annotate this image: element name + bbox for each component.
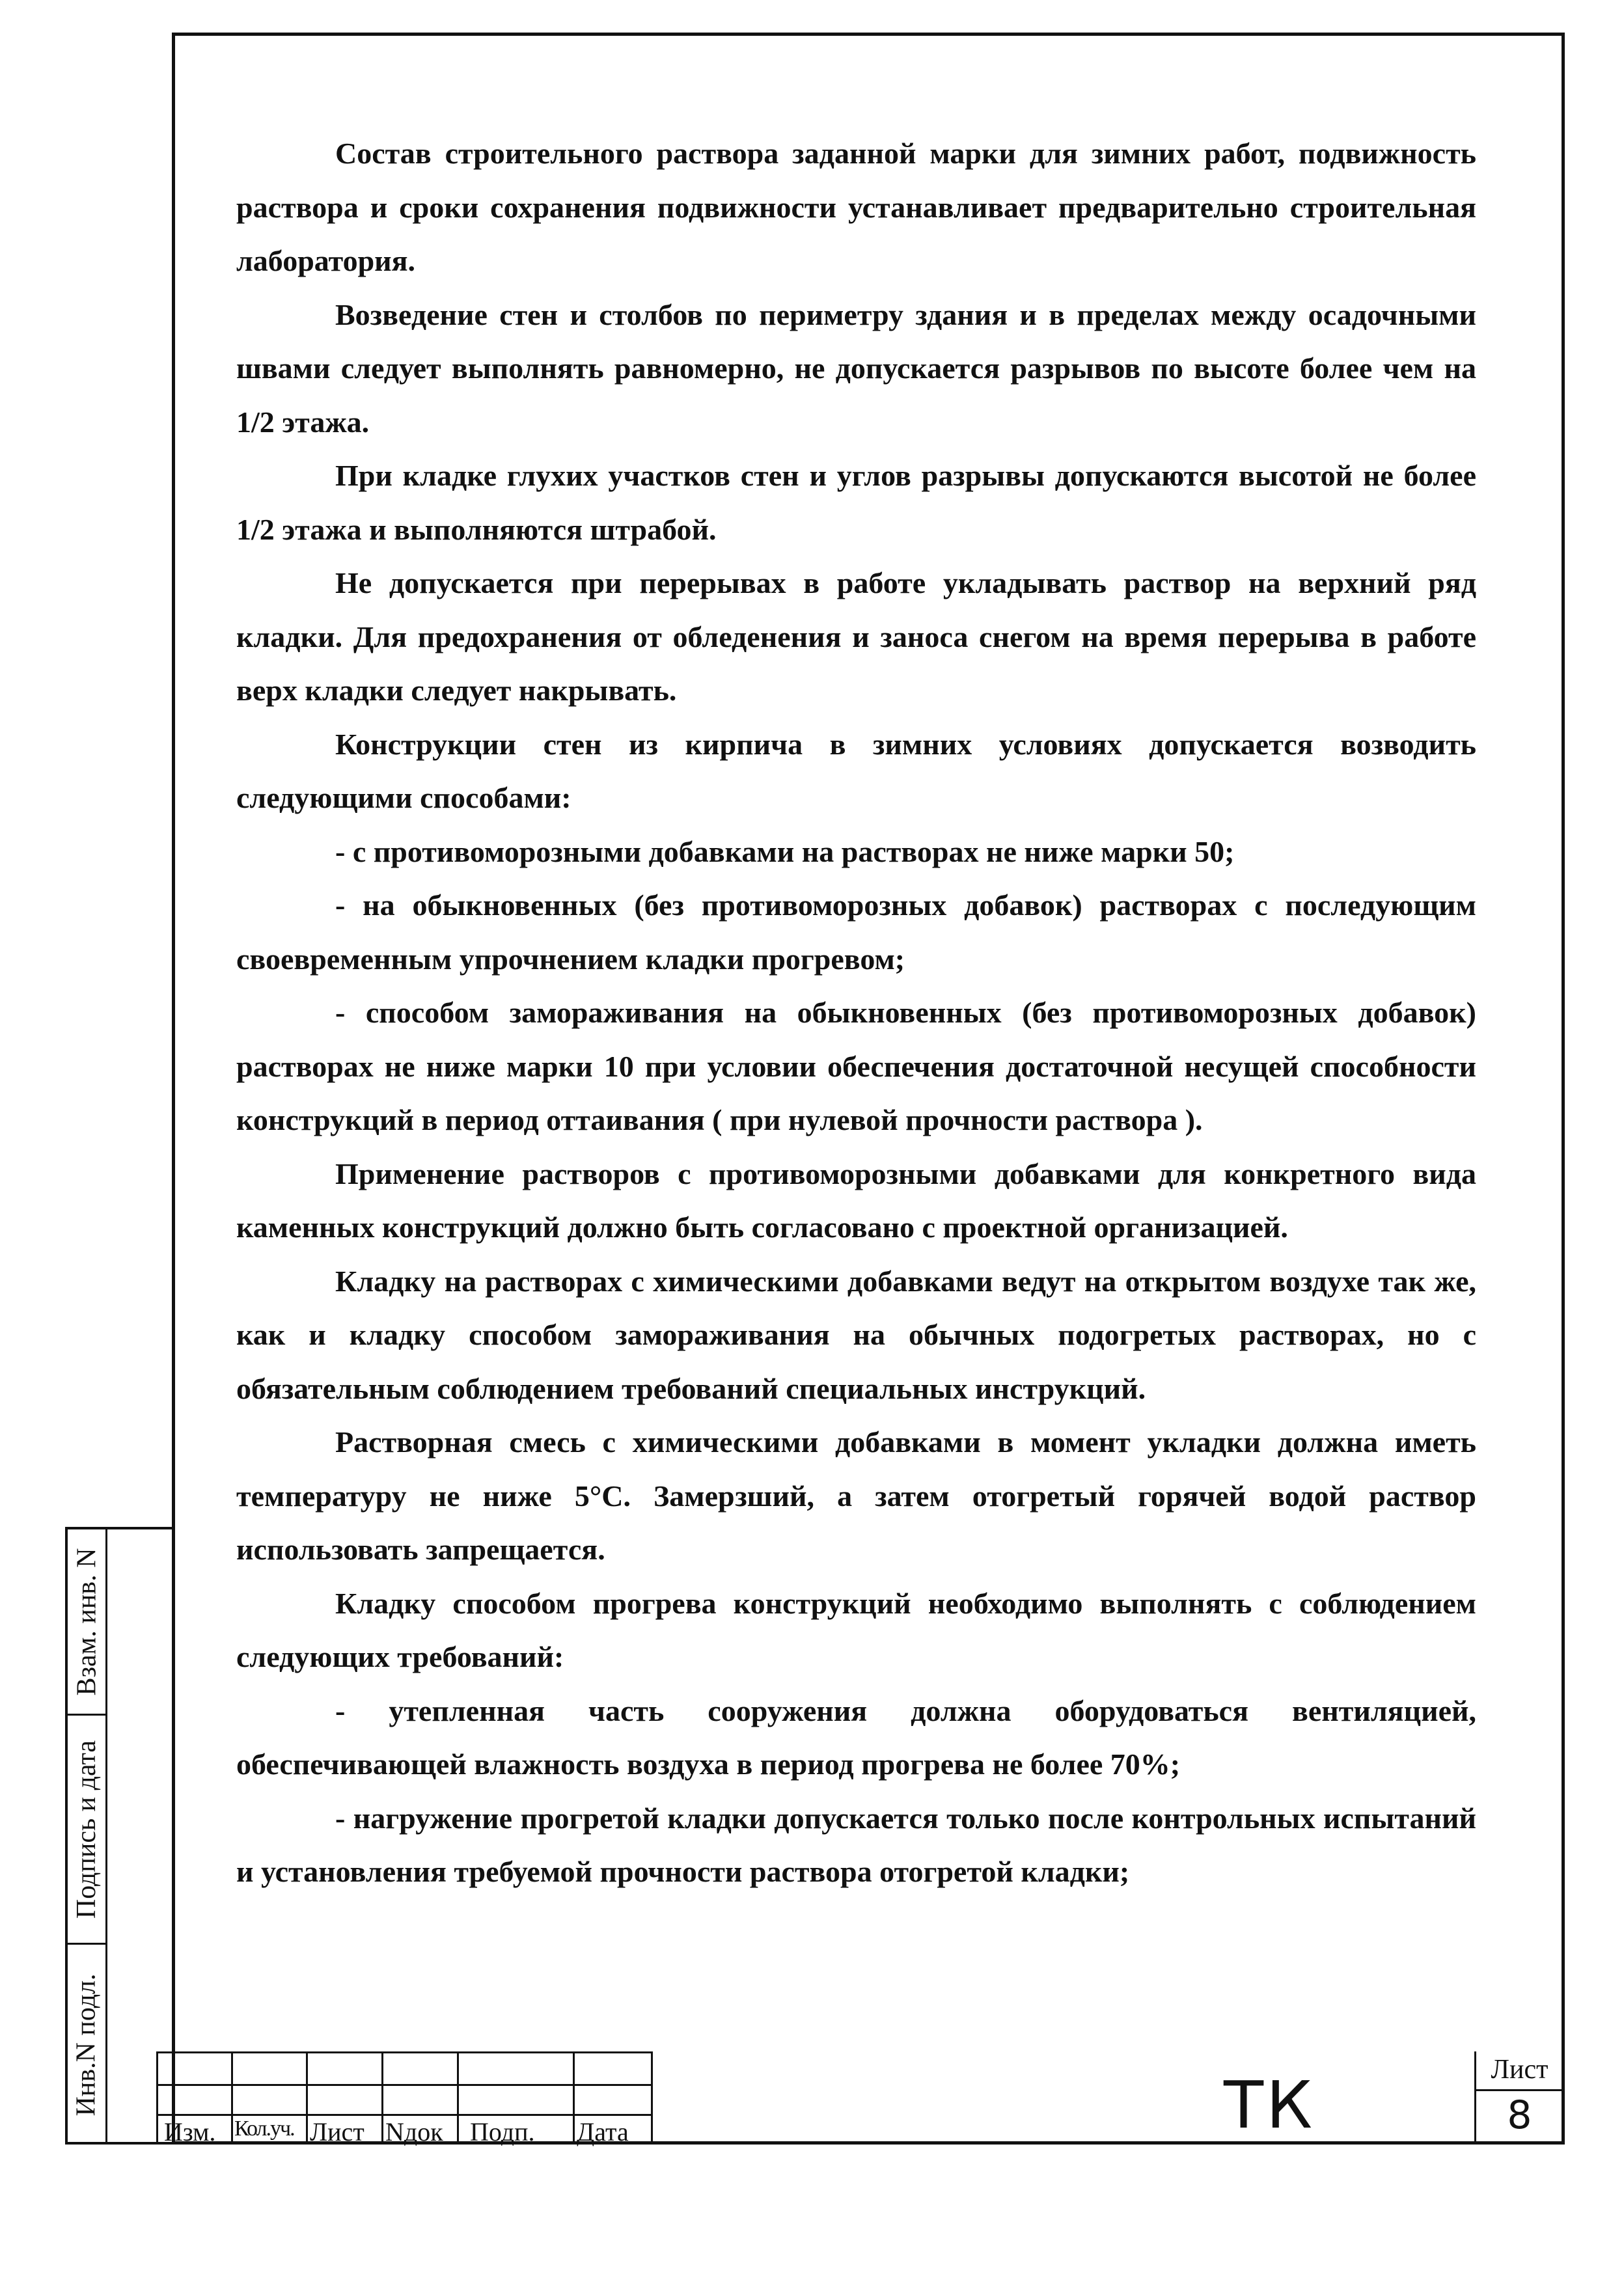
paragraph: При кладке глухих участков стен и углов разрывы допускаются высотой не более 1/2 этажа и выполняются штрабой. — [236, 459, 1476, 546]
header-kol-uch: Кол.уч. — [234, 2117, 294, 2141]
title-block-rule — [306, 2051, 308, 2145]
paragraph: Кладку на растворах с химическими добавками ведут на открытом воздухе так же, как и кладку способом замораживания на обычных подогретых растворах, но с обязательным соблюдением требований специальных инструкций. — [236, 1264, 1476, 1405]
document-code: ТК — [1224, 2067, 1315, 2143]
paragraph: Растворная смесь с химическими добавками в момент укладки должна иметь температуру не ниже 5°С. Замерзший, а затем отогретый горячей водой раствор использовать запрещается. — [236, 1425, 1476, 1566]
title-block-rule — [1474, 2089, 1565, 2091]
podpis-data-label: Подпись и дата — [72, 1740, 102, 1919]
inv-podl-label: Инв.N подл. — [72, 1973, 102, 2117]
vzam-inv-label: Взам. инв. N — [72, 1548, 102, 1695]
header-data: Дата — [577, 2117, 629, 2146]
title-block-rule — [231, 2051, 233, 2145]
header-ndok: Nдок — [385, 2117, 443, 2146]
list-item: - способом замораживания на обыкновенных (без противоморозных добавок) растворах не ниже марки 10 при условии обеспечения достаточной несущей способности конструкций в период оттаивания ( при нулевой прочности раствора ). — [236, 996, 1476, 1136]
header-izm: Изм. — [164, 2117, 216, 2146]
title-block-rule — [156, 2084, 651, 2086]
title-block-rule — [573, 2051, 575, 2145]
title-block-rule — [156, 2051, 158, 2145]
paragraph: Не допускается при перерывах в работе укладывать раствор на верхний ряд кладки. Для предохранения от обледенения и заноса снегом на время перерыва в работе верх кладки следует накрывать. — [236, 566, 1476, 707]
title-block-rule — [381, 2051, 383, 2145]
list-item: - с противоморозными добавками на растворах не ниже марки 50; — [335, 834, 1235, 868]
title-block-rule — [651, 2051, 653, 2145]
paragraph: Состав строительного раствора заданной марки для зимних работ, подвижность раствора и сроки сохранения подвижности устанавливает предварительно строительная лаборатория. — [236, 137, 1476, 277]
header-list: Лист — [310, 2117, 365, 2146]
side-stamp-divider — [105, 1529, 107, 2142]
paragraph: Кладку способом прогрева конструкций необходимо выполнять с соблюдением следующих требований: — [236, 1586, 1476, 1673]
sheet-label: Лист — [1491, 2055, 1548, 2085]
paragraph: Возведение стен и столбов по периметру здания и в пределах между осадочными швами следует выполнять равномерно, не допускается разрывов по высоте более чем на 1/2 этажа. — [236, 297, 1476, 439]
title-block-rule — [156, 2114, 651, 2116]
paragraph: Применение растворов с противоморозными добавками для конкретного вида каменных конструкций должно быть согласовано с проектной организацией. — [236, 1157, 1476, 1244]
title-block — [156, 2051, 1565, 2145]
list-item: - утепленная часть сооружения должна оборудоваться вентиляцией, обеспечивающей влажность воздуха в период прогрева не более 70%; — [236, 1693, 1476, 1781]
document-body — [236, 127, 1476, 1899]
list-item: - нагружение прогретой кладки допускается только после контрольных испытаний и установления требуемой прочности раствора отогретой кладки; — [236, 1801, 1476, 1888]
title-block-rule — [457, 2051, 459, 2145]
title-block-rule — [156, 2051, 651, 2053]
paragraph: Конструкции стен из кирпича в зимних условиях допускается возводить следующими способами: — [236, 727, 1476, 814]
sheet-number: 8 — [1507, 2092, 1532, 2138]
list-item: - на обыкновенных (без противоморозных добавок) растворах с последующим своевременным упрочнением кладки прогревом; — [236, 888, 1476, 976]
header-podp: Подп. — [470, 2117, 535, 2146]
